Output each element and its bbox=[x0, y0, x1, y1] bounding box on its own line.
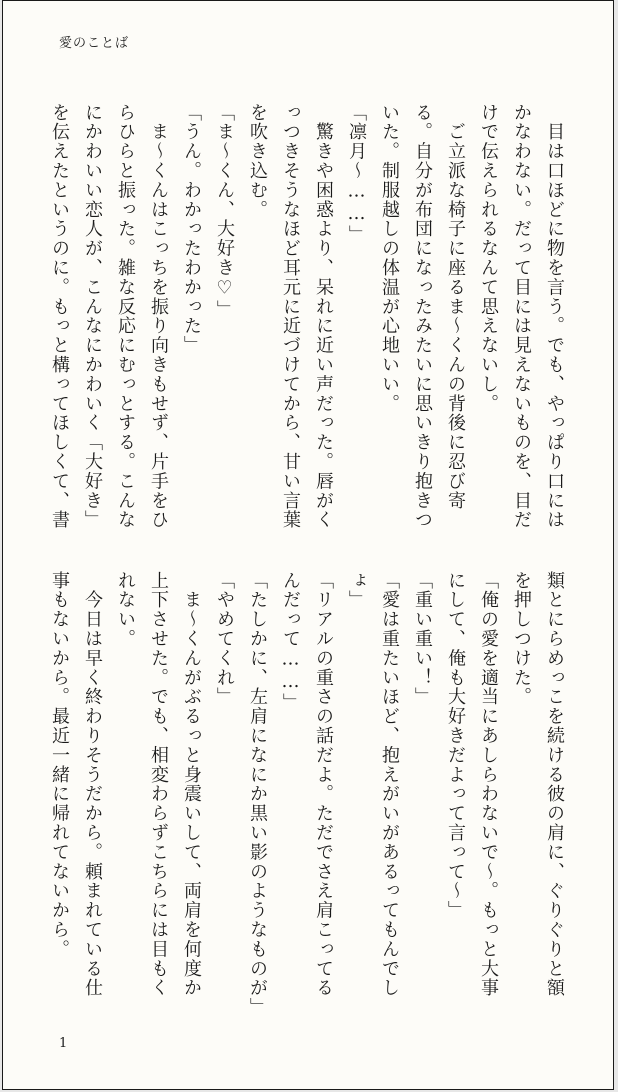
paragraph: 目は口ほどに物を言う。でも、やっぱり口にはかなわない。だって目には見えないものを、目だけで伝えられるなんて思えないし。 bbox=[478, 103, 565, 530]
text-column-lower bbox=[49, 571, 571, 1018]
paragraph: ご立派な椅子に座るま〜くんの背後に忍び寄る。自分が布団になったみたいに思いきり抱きついた。制服越しの体温が心地いい。 bbox=[379, 103, 466, 530]
dialogue-line: 「ま〜くん、大好き♡」 bbox=[214, 103, 235, 320]
dialogue-line: 「リアルの重さの話だよ。ただでさえ肩こってるんだって……」 bbox=[280, 571, 334, 998]
paragraph: ま〜くんがぶるっと身震いして、両肩を何度か上下させた。でも、相変わらずこちらには目もくれない。 bbox=[115, 571, 202, 998]
paragraph: ま〜くんはこっちを振り向きもせず、片手をひらひらと振った。雑な反応にむっとする。こんなにかわいい恋人が、こんなにかわいく「大好き」を伝えたというのに。もっと構ってほしくて、書 bbox=[49, 103, 169, 530]
dialogue-line: 「やめてくれ」 bbox=[214, 571, 235, 707]
page-number: 1 bbox=[59, 1036, 68, 1051]
dialogue-line: 「たしかに、左肩になにか黒い影のようなものが」 bbox=[247, 571, 268, 1018]
dialogue-line: 「愛は重たいほど、抱えがいがあるってもんでしょ」 bbox=[346, 571, 400, 998]
dialogue-line: 「凛月〜……」 bbox=[346, 103, 367, 245]
book-page bbox=[2, 0, 614, 1090]
paragraph: 今日は早く終わりそうだから。頼まれている仕事もないから。最近一緒に帰れてないから。 bbox=[49, 571, 103, 998]
dialogue-line: 「俺の愛を適当にあしらわないで〜。もっと大事にして、俺も大好きだよって言って〜」 bbox=[445, 571, 499, 998]
text-column-upper bbox=[49, 103, 571, 533]
paragraph: 類とにらめっこを続ける彼の肩に、ぐりぐりと額を押しつけた。 bbox=[511, 571, 565, 998]
paragraph: 驚きや困惑より、呆れに近い声だった。唇がくっつきそうなほど耳元に近づけてから、甘い言葉を吹き込む。 bbox=[247, 103, 334, 530]
dialogue-line: 「うん。わかったわかった」 bbox=[181, 103, 202, 356]
page-title: 愛のことば bbox=[59, 36, 130, 51]
dialogue-line: 「重い重い！」 bbox=[412, 571, 433, 707]
